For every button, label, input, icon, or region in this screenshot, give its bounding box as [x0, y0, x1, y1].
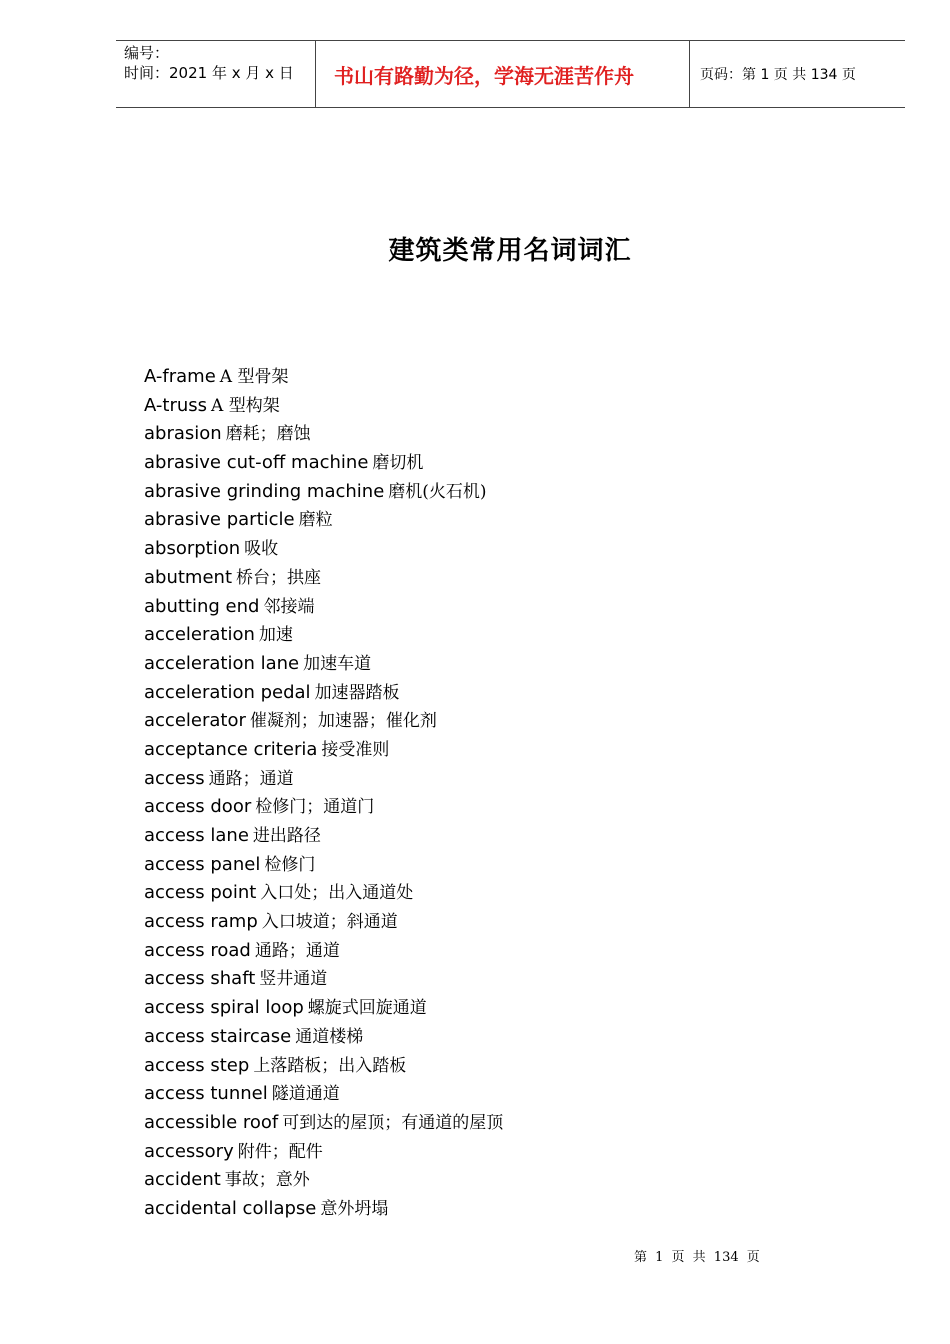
glossary-entry: [144, 1195, 503, 1224]
entry-term: acceleration pedal: [144, 681, 311, 703]
entry-term: abrasive grinding machine: [144, 480, 385, 502]
entry-term: accidental collapse: [144, 1197, 317, 1219]
entry-definition: 吸收: [244, 539, 279, 560]
entry-definition: 事故；意外: [224, 1170, 310, 1191]
entry-definition: A 型构架: [211, 395, 280, 416]
entry-definition: 进出路径: [252, 826, 321, 846]
glossary-entry: [144, 1166, 503, 1195]
entry-definition: 接受准则: [321, 739, 390, 760]
document-title: 建筑类常用名词词汇: [388, 236, 632, 266]
glossary-entry: [144, 1052, 503, 1081]
page-footer: 第 1 页 共 134 页: [634, 1250, 760, 1265]
header-motto: 书山有路勤为径，学海无涯苦作舟: [316, 41, 690, 107]
entry-definition: 磨机(火石机): [388, 481, 487, 502]
entry-term: accessible roof: [144, 1111, 279, 1133]
glossary-entry: [144, 420, 503, 449]
glossary-entry: [144, 650, 503, 679]
date-label: 时间：2021 年 x 月 x 日: [124, 64, 294, 82]
entry-term: absorption: [144, 538, 241, 560]
glossary-entry: [144, 449, 503, 478]
entry-definition: A 型骨架: [219, 367, 289, 387]
entry-term: abutting end: [144, 595, 260, 617]
entry-definition: 隧道通道: [271, 1084, 340, 1105]
entry-definition: 桥台；拱座: [236, 567, 321, 588]
entry-definition: 上落踏板；出入踏板: [253, 1055, 407, 1076]
glossary-entry: [144, 793, 503, 822]
glossary-entry: [144, 994, 503, 1023]
entry-term: access ramp: [144, 911, 258, 933]
glossary-list: [144, 363, 503, 1224]
glossary-entry: [144, 736, 503, 765]
glossary-entry: [144, 564, 503, 593]
glossary-entry: [144, 679, 503, 708]
entry-term: access step: [144, 1054, 250, 1076]
glossary-entry: [144, 879, 503, 908]
entry-term: access: [144, 767, 205, 789]
entry-term: access road: [144, 939, 251, 961]
number-label: 编号：: [124, 44, 170, 62]
entry-definition: 催凝剂；加速器；催化剂: [249, 711, 437, 732]
entry-term: accessory: [144, 1140, 234, 1162]
entry-term: access point: [144, 882, 257, 904]
entry-term: accelerator: [144, 710, 246, 732]
entry-term: access staircase: [144, 1025, 292, 1047]
entry-definition: 入口处；出入通道处: [260, 883, 414, 904]
glossary-entry: [144, 1023, 503, 1052]
glossary-entry: [144, 363, 503, 392]
header-meta: [116, 41, 316, 107]
entry-definition: 邻接端: [263, 596, 315, 617]
entry-definition: 附件；配件: [237, 1141, 323, 1162]
entry-definition: 螺旋式回旋通道: [307, 998, 427, 1019]
entry-definition: 加速器踏板: [314, 682, 400, 703]
entry-term: access shaft: [144, 968, 256, 990]
entry-definition: 检修门；通道门: [255, 797, 375, 818]
entry-term: acceleration: [144, 624, 255, 646]
glossary-entry: [144, 822, 503, 851]
entry-definition: 磨切机: [372, 453, 424, 474]
entry-term: access lane: [144, 825, 249, 846]
entry-definition: 检修门: [264, 854, 316, 875]
entry-definition: 加速: [258, 625, 293, 646]
glossary-entry: [144, 621, 503, 650]
page-header: [116, 40, 905, 108]
glossary-entry: [144, 965, 503, 994]
glossary-entry: [144, 593, 503, 622]
header-page-info: 页码：第 1 页 共 134 页: [700, 67, 856, 83]
entry-definition: 入口坡道；斜通道: [261, 912, 398, 933]
glossary-entry: [144, 392, 503, 421]
entry-term: A-frame: [144, 366, 216, 387]
glossary-entry: [144, 535, 503, 564]
glossary-entry: [144, 1138, 503, 1167]
entry-term: A-truss: [144, 394, 208, 416]
entry-definition: 通路；通道: [208, 768, 294, 789]
entry-definition: 磨耗；磨蚀: [225, 424, 311, 445]
entry-term: acceptance criteria: [144, 738, 318, 760]
entry-definition: 通道楼梯: [295, 1026, 364, 1047]
entry-definition: 竖井通道: [259, 969, 328, 990]
glossary-entry: [144, 1109, 503, 1138]
glossary-entry: [144, 851, 503, 880]
entry-term: access tunnel: [144, 1083, 268, 1105]
entry-term: access panel: [144, 853, 261, 875]
entry-definition: 可到达的屋顶；有通道的屋顶: [282, 1112, 504, 1133]
glossary-entry: [144, 707, 503, 736]
glossary-entry: [144, 506, 503, 535]
entry-definition: 意外坍塌: [320, 1198, 389, 1219]
entry-term: abrasion: [144, 423, 222, 445]
glossary-entry: [144, 1080, 503, 1109]
entry-term: accident: [144, 1169, 221, 1191]
glossary-entry: [144, 765, 503, 794]
entry-definition: 磨粒: [298, 510, 333, 531]
entry-definition: 加速车道: [303, 653, 372, 674]
entry-term: acceleration lane: [144, 652, 300, 674]
glossary-entry: [144, 937, 503, 966]
glossary-entry: [144, 908, 503, 937]
entry-term: access spiral loop: [144, 997, 304, 1019]
entry-term: abutment: [144, 566, 232, 588]
entry-term: abrasive cut-off machine: [144, 452, 369, 474]
entry-term: abrasive particle: [144, 509, 295, 531]
entry-definition: 通路；通道: [254, 940, 340, 961]
glossary-entry: [144, 478, 503, 507]
entry-term: access door: [144, 796, 252, 818]
